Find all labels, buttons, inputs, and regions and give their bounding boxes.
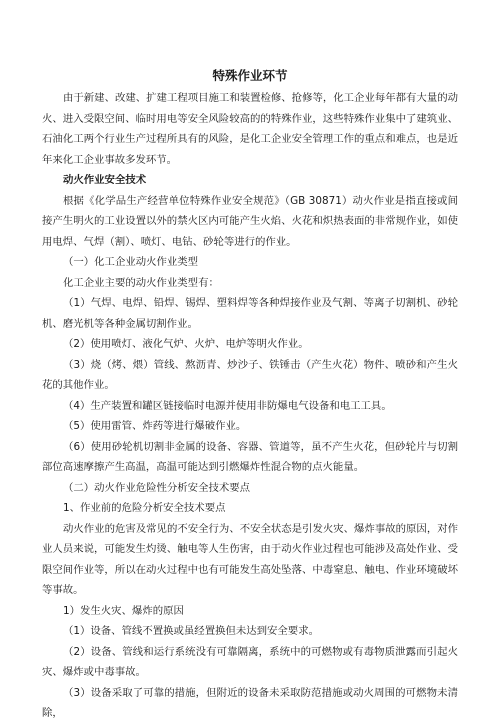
- subsection-heading: 1、作业前的危险分析安全技术要点: [63, 502, 226, 514]
- list-item: （3）设备采取了可靠的措施，但附近的设备未采取防范措施或动火周围的可燃物未清除，: [42, 686, 458, 719]
- body-paragraph: 根据《化学品生产经营单位特殊作业安全规范》（GB 30871）动火作业是指直接或间接产生明火的工业设置以外的禁火区内可能产生火焰、火花和炽热表面的非常规作业，如使用电焊、气焊（割）、喷灯、电钻、砂轮等进行的作业。: [42, 194, 458, 248]
- intro-paragraph: 由于新建、改建、扩建工程项目施工和装置检修、抢修等，化工企业每年都有大量的动火、进入受限空间、临时用电等安全风险较高的的特殊作业，这些特殊作业集中了建筑业、石油化工两个行业生产过程所具有的风险，是化工企业安全管理工作的重点和难点，也是近年来化工企业事故多发环节。: [42, 92, 458, 166]
- section-heading: 动火作业安全技术: [63, 174, 147, 186]
- list-item: （1）气焊、电焊、铅焊、锡焊、塑料焊等各种焊接作业及气割、等离子切割机、砂轮机、磨光机等各种金属切割作业。: [42, 297, 458, 330]
- subsection-heading: （二）动火作业危险性分析安全技术要点: [63, 481, 251, 494]
- list-item: （3）烧（烤、煨）管线、熬沥青、炒沙子、铁锤击（产生火花）物件、喷砂和产生火花的其他作业。: [42, 358, 458, 391]
- body-paragraph: 动火作业的危害及常见的不安全行为、不安全状态是引发火灾、爆炸事故的原因，对作业人员来说，可能发生灼烫、触电等人生伤害，由于动火作业过程也可能涉及高处作业、受限空间作业等，所以在动火过程中也有可能发生高处坠落、中毒窒息、触电、作业环境破坏等事故。: [42, 522, 458, 596]
- list-item: （6）使用砂轮机切割非金属的设备、容器、管道等，虽不产生火花，但砂轮片与切割部位高速摩擦产生高温，高温可能达到引燃爆炸性混合物的点火能量。: [42, 440, 458, 473]
- list-item: （4）生产装置和罐区链接临时电源并使用非防爆电气设备和电工工具。: [63, 399, 392, 412]
- list-item: （1）设备、管线不置换或虽经置换但未达到安全要求。: [63, 625, 319, 637]
- subsection-heading: （一）化工企业动火作业类型: [63, 256, 199, 268]
- document-title: 特殊作业环节: [212, 68, 288, 83]
- subsection-heading: 1）发生火灾、爆炸的原因: [63, 604, 184, 617]
- body-paragraph: 化工企业主要的动火作业类型有：: [63, 276, 219, 289]
- list-item: （2）使用喷灯、液化气炉、火炉、电炉等明火作业。: [63, 338, 309, 350]
- list-item: （5）使用雷管、炸药等进行爆破作业。: [63, 420, 247, 432]
- list-item: （2）设备、管线和运行系统没有可靠隔离，系统中的可燃物或有毒物质泄露而引起火灾、爆炸或中毒事故。: [42, 645, 458, 678]
